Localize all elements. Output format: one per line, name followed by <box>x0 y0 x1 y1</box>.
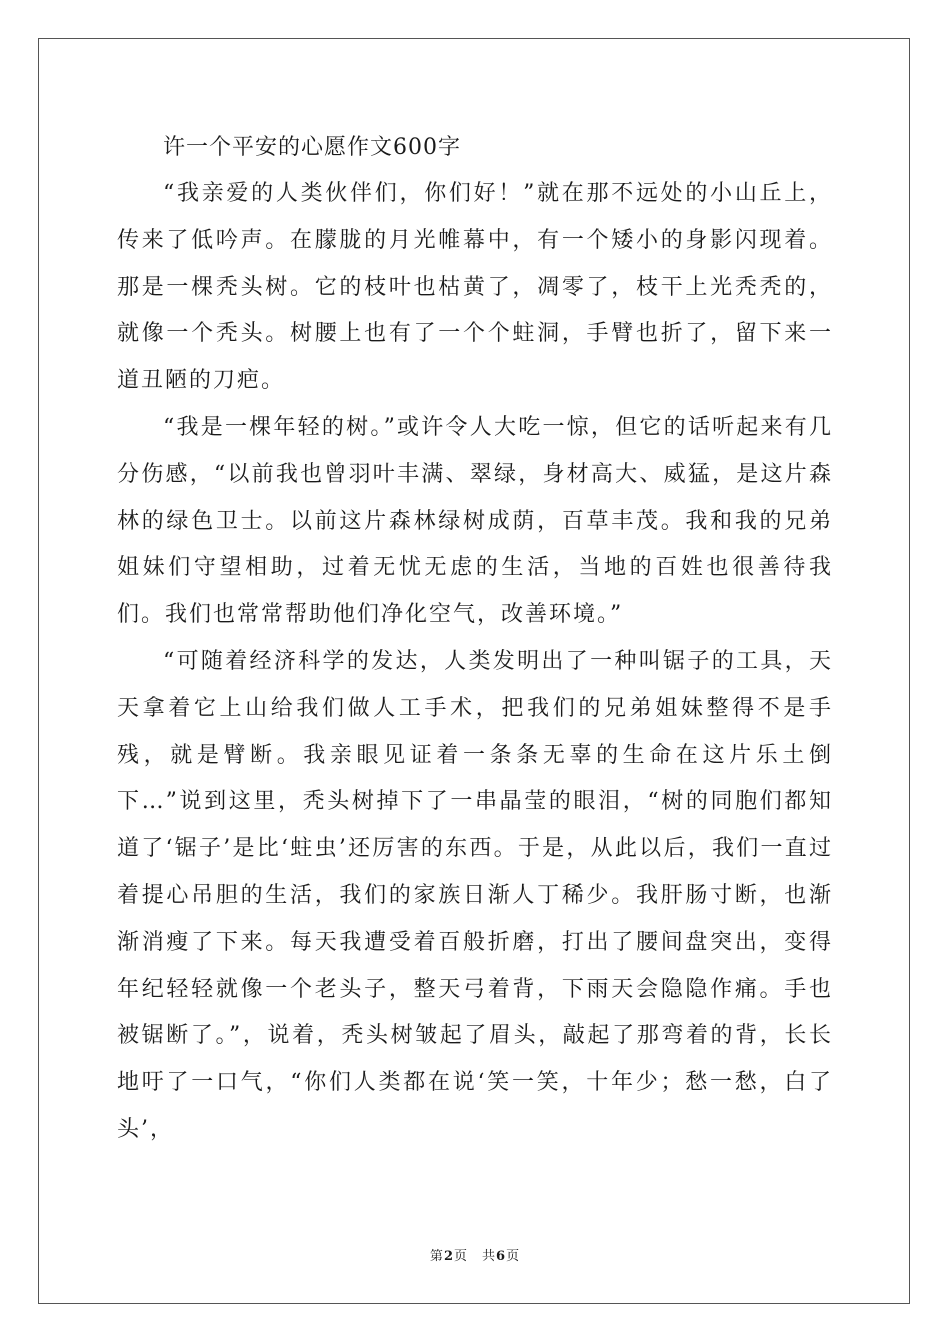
paragraph: “我亲爱的人类伙伴们，你们好！”就在那不远处的小山丘上，传来了低吟声。在朦胧的月光帷幕中，有一个矮小的身影闪现着。那是一棵秃头树。它的枝叶也枯黄了，凋零了，枝干上光秃秃的，就像一个秃头。树腰上也有了一个个蛀洞，手臂也折了，留下来一道丑陋的刀疤。 <box>117 181 833 394</box>
paragraph: “我是一棵年轻的树。”或许令人大吃一惊，但它的话听起来有几分伤感，“以前我也曾羽叶丰满、翠绿，身材高大、威猛，是这片森林的绿色卫士。以前这片森林绿树成荫，百草丰茂。我和我的兄弟姐妹们守望相助，过着无忧无虑的生活，当地的百姓也很善待我们。我们也常常帮助他们净化空气，改善环境。” <box>117 414 833 628</box>
document-title: 许一个平安的心愿作文600字 <box>163 135 461 160</box>
page-number-suffix: 页 <box>453 1249 468 1264</box>
total-page-count: 6 <box>496 1249 507 1264</box>
document-body <box>117 125 833 1154</box>
paragraph: “可随着经济科学的发达，人类发明出了一种叫锯子的工具，天天拿着它上山给我们做人工手术，把我们的兄弟姐妹整得不是手残，就是臂断。我亲眼见证着一条条无辜的生命在这片乐土倒下…”说到这里，秃头树掉下了一串晶莹的眼泪，“树的同胞们都知道了‘锯子’是比‘蛀虫’还厉害的东西。于是，从此以后，我们一直过着提心吊胆的生活，我们的家族日渐人丁稀少。我肝肠寸断，也渐渐消瘦了下来。每天我遭受着百般折磨，打出了腰间盘突出，变得年纪轻轻就像一个老头子，整天弓着背，下雨天会隐隐作痛。手也被锯断了。”，说着，秃头树皱起了眉头，敲起了那弯着的背，长长地吁了一口气，“你们人类都在说‘笑一笑，十年少；愁一愁，白了头’， <box>117 648 833 1142</box>
page-footer <box>0 1249 950 1265</box>
page-number-prefix: 第 <box>429 1249 444 1264</box>
total-pages-suffix: 页 <box>506 1249 521 1264</box>
current-page-number: 2 <box>443 1249 454 1264</box>
total-pages-prefix: 共 <box>482 1249 497 1264</box>
